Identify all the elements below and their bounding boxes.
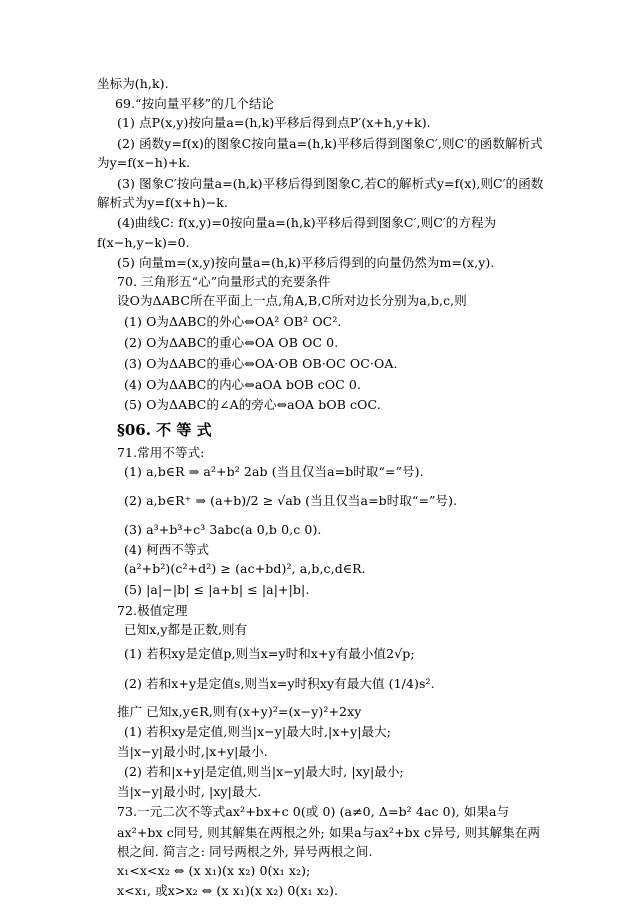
text-line: 坐标为(h,k). xyxy=(97,76,169,91)
text-line: 解析式为y=f(x+h)−k. xyxy=(97,195,229,210)
text-line: (4)曲线C: f(x,y)=0按向量a=(h,k)平移后得到图象C′,则C′的方程为 xyxy=(117,215,497,230)
text-line: (2) 若和|x+y|是定值,则当|x−y|最大时, |xy|最小; xyxy=(124,764,404,779)
text-line: 73.一元二次不等式ax²+bx+c 0(或 0) (a≠0, Δ=b² 4ac 0), 如果a与 xyxy=(117,804,510,819)
section-heading: 70. 三角形五“心”向量形式的充要条件 xyxy=(117,274,331,289)
text-line: (1) 点P(x,y)按向量a=(h,k)平移后得到点P′(x+h,y+k). xyxy=(117,115,431,130)
text-line: (5) 向量m=(x,y)按向量a=(h,k)平移后得到的向量仍然为m=(x,y). xyxy=(117,255,495,270)
text-line: (3) a³+b³+c³ 3abc(a 0,b 0,c 0). xyxy=(124,522,322,537)
text-line: (2) a,b∈R⁺ ⇒ (a+b)/2 ≥ √ab (当且仅当a=b时取“=”号). xyxy=(124,493,458,508)
text-line: f(x−h,y−k)=0. xyxy=(97,235,190,250)
text-line: (a²+b²)(c²+d²) ≥ (ac+bd)², a,b,c,d∈R. xyxy=(124,561,366,576)
text-line: (1) a,b∈R ⇒ a²+b² 2ab (当且仅当a=b时取“=”号). xyxy=(124,464,424,479)
text-line: x₁<x<x₂ ⇔ (x x₁)(x x₂) 0(x₁ x₂); xyxy=(117,863,311,878)
text-line: ax²+bx c同号, 则其解集在两根之外; 如果a与ax²+bx c异号, 则其解集在两 xyxy=(117,825,541,840)
text-line: 已知x,y都是正数,则有 xyxy=(124,622,248,637)
text-line: 设O为ΔABC所在平面上一点,角A,B,C所对边长分别为a,b,c,则 xyxy=(117,293,467,308)
section-heading: 69.“按向量平移”的几个结论 xyxy=(115,96,275,111)
text-line: 根之间. 简言之: 同号两根之外, 异号两根之间. xyxy=(117,844,373,859)
text-line: 为y=f(x−h)+k. xyxy=(97,155,191,170)
text-line: (5) O为ΔABC的∠A的旁心⇔aOA bOB cOC. xyxy=(124,397,381,412)
text-line: (3) 图象C′按向量a=(h,k)平移后得到图象C,若C的解析式y=f(x),则C′的函数 xyxy=(117,176,544,191)
text-line: (2) 函数y=f(x)的图象C按向量a=(h,k)平移后得到图象C′,则C′的函数解析式 xyxy=(117,136,543,151)
text-line: (1) O为ΔABC的外心⇔OA² OB² OC². xyxy=(124,314,342,329)
text-line: 当|x−y|最小时,|x+y|最小. xyxy=(117,744,268,759)
text-line: (4) 柯西不等式 xyxy=(124,542,210,557)
text-line: 当|x−y|最小时, |xy|最大. xyxy=(117,784,262,799)
text-line: (2) O为ΔABC的重心⇔OA OB OC 0. xyxy=(124,335,339,350)
section-heading: 71.常用不等式: xyxy=(117,445,205,460)
chapter-title: §06. 不 等 式 xyxy=(117,421,212,439)
section-heading: 72.极值定理 xyxy=(117,603,188,618)
text-line: (1) 若积xy是定值p,则当x=y时和x+y有最小值2√p; xyxy=(124,646,415,661)
text-line: (2) 若和x+y是定值s,则当x=y时积xy有最大值 (1/4)s². xyxy=(124,676,435,691)
text-line: (4) O为ΔABC的内心⇔aOA bOB cOC 0. xyxy=(124,377,362,392)
text-line: (5) |a|−|b| ≤ |a+b| ≤ |a|+|b|. xyxy=(124,582,310,597)
text-line: x<x₁, 或x>x₂ ⇔ (x x₁)(x x₂) 0(x₁ x₂). xyxy=(117,883,339,898)
text-line: (1) 若积xy是定值,则当|x−y|最大时,|x+y|最大; xyxy=(124,724,392,739)
text-line: 推广 已知x,y∈R,则有(x+y)²=(x−y)²+2xy xyxy=(117,704,362,719)
text-line: (3) O为ΔABC的垂心⇔OA·OB OB·OC OC·OA. xyxy=(124,356,398,371)
